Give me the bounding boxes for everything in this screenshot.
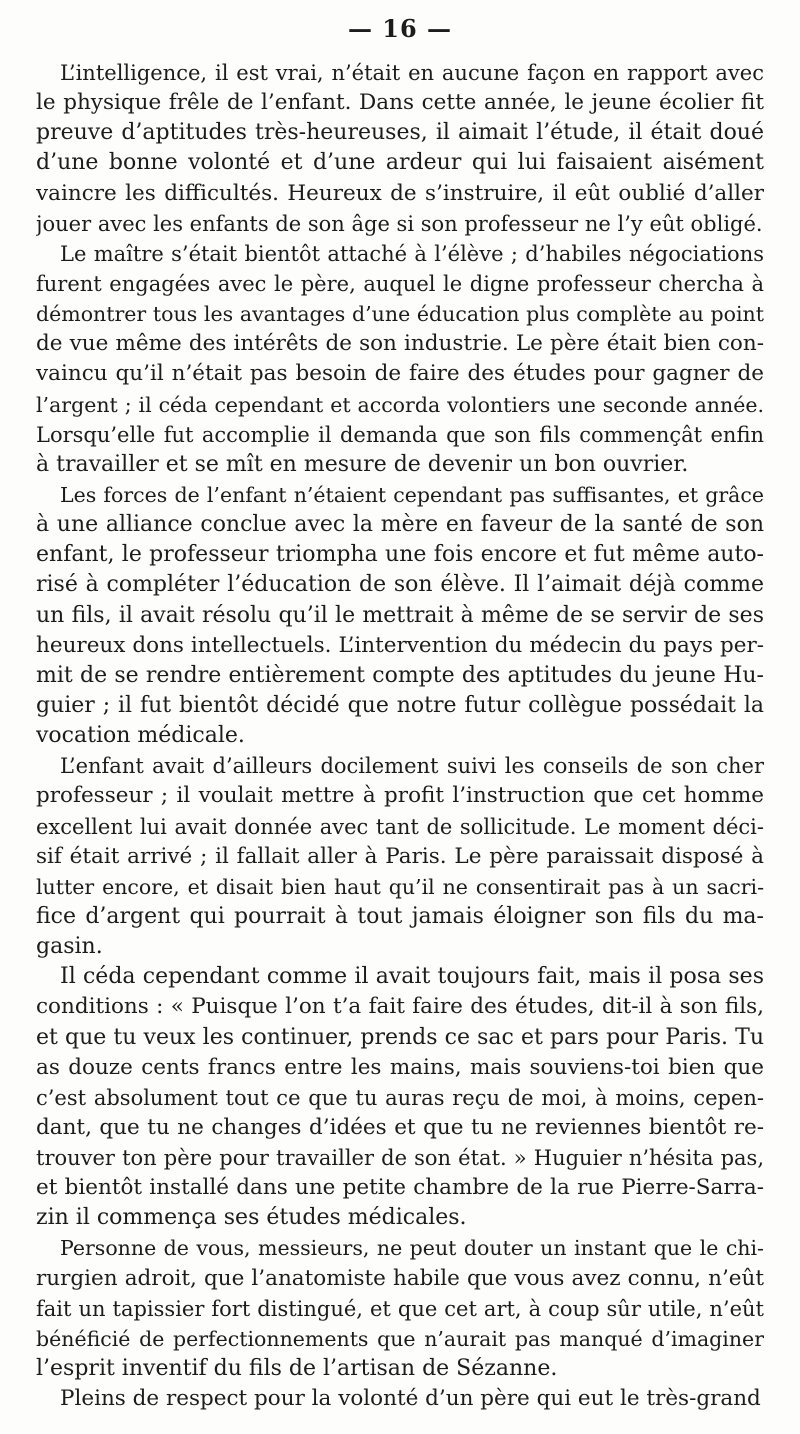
text-line: de vue même des intérêts de son industrie. Le père était bien con- — [36, 331, 764, 357]
paragraph — [36, 962, 764, 1233]
paragraph — [36, 58, 764, 239]
text-line: jouer avec les enfants de son âge si son professeur ne l’y eût obligé. — [36, 211, 763, 236]
text-line: dant, que tu ne changes d’idées et que tu ne reviennes bientôt re- — [36, 1114, 764, 1140]
text-line: bénéficié de perfectionnements que n’aurait pas manqué d’imaginer — [36, 1326, 764, 1351]
paragraph — [36, 239, 764, 480]
text-line: sif était arrivé ; il fallait aller à Paris. Le père paraissait disposé à — [36, 843, 764, 869]
body-text — [36, 58, 764, 1414]
text-line: vocation médicale. — [36, 723, 245, 749]
text-line: as douze cents francs entre les mains, mais souviens-toi bien que — [36, 1054, 764, 1080]
text-line: à travailler et se mît en mesure de devenir un bon ouvrier. — [36, 451, 689, 477]
text-line: Les forces de l’enfant n’étaient cependant pas suffisantes, et grâce — [60, 482, 764, 507]
text-line: zin il commença ses études médicales. — [36, 1205, 467, 1231]
text-line: enfant, le professeur triompha une fois encore et fut même auto- — [36, 542, 764, 568]
text-line: c’est absolument tout ce que tu auras reçu de moi, à moins, cepen- — [36, 1085, 764, 1110]
text-line: à une alliance conclue avec la mère en faveur de la santé de son — [36, 512, 764, 538]
text-line: démontrer tous les avantages d’une éducation plus complète au point — [36, 302, 764, 327]
text-line: vaincu qu’il n’était pas besoin de faire des études pour gagner de — [36, 361, 764, 387]
text-line: Lorsqu’elle fut accomplie il demanda que son fils commençât enfin — [36, 422, 764, 447]
text-line: risé à compléter l’éducation de son élève. Il l’aimait déjà comme — [36, 572, 764, 598]
text-line: fice d’argent qui pourrait à tout jamais éloigner son fils du ma- — [36, 903, 764, 929]
text-line: excellent lui avait donnée avec tant de sollicitude. Le moment déci- — [36, 814, 764, 839]
text-line: furent engagées avec le père, auquel le digne professeur chercha à — [36, 271, 764, 296]
paragraph — [36, 480, 764, 751]
text-line: d’une bonne volonté et d’une ardeur qui lui faisaient aisément — [36, 150, 764, 176]
text-line: fait un tapissier fort distingué, et que cet art, à coup sûr utile, n’eût — [36, 1296, 764, 1321]
text-line: vaincre les difficultés. Heureux de s’instruire, il eût oublié d’aller — [36, 180, 764, 206]
text-line: trouver ton père pour travailler de son état. » Huguier n’hésita pas, — [36, 1146, 764, 1171]
text-line: lutter encore, et disait bien haut qu’il ne consentirait pas à un sacri- — [36, 874, 764, 899]
text-line: le physique frêle de l’enfant. Dans cette année, le jeune écolier fit — [36, 90, 764, 116]
text-line: rurgien adroit, que l’anatomiste habile que vous avez connu, n’eût — [36, 1265, 764, 1291]
page-number: — 16 — — [347, 14, 453, 43]
text-line: Le maître s’était bientôt attaché à l’élève ; d’habiles négociations — [60, 241, 764, 266]
text-line: et que tu veux les continuer, prends ce sac et pars pour Paris. Tu — [36, 1024, 764, 1050]
text-line: l’esprit inventif du fils de l’artisan de Sézanne. — [36, 1356, 558, 1382]
paragraph — [36, 1384, 764, 1414]
text-line: Pleins de respect pour la volonté d’un père qui eut le très-grand — [60, 1386, 761, 1412]
text-line: conditions : « Puisque l’on t’a fait faire des études, dit-il à son fils, — [36, 994, 764, 1020]
text-line: un fils, il avait résolu qu’il le mettrait à même de se servir de ses — [36, 602, 764, 628]
text-line: l’argent ; il céda cependant et accorda volontiers une seconde année. — [36, 392, 764, 417]
text-line: guier ; il fut bientôt décidé que notre futur collègue possédait la — [36, 692, 764, 718]
text-line: gasin. — [36, 934, 103, 960]
text-line: professeur ; il voulait mettre à profit l’instruction que cet homme — [36, 783, 764, 809]
text-line: et bientôt installé dans une petite chambre de la rue Pierre-Sarra- — [36, 1175, 764, 1201]
text-line: preuve d’aptitudes très-heureuses, il aimait l’étude, il était doué — [36, 120, 764, 146]
text-line: mit de se rendre entièrement compte des aptitudes du jeune Hu- — [36, 662, 764, 688]
text-line: L’enfant avait d’ailleurs docilement suivi les conseils de son cher — [60, 754, 764, 779]
text-line: Il céda cependant comme il avait toujours fait, mais il posa ses — [60, 964, 764, 990]
text-line: heureux dons intellectuels. L’intervention du médecin du pays per- — [36, 632, 764, 658]
paragraph — [36, 751, 764, 962]
text-line: Personne de vous, messieurs, ne peut douter un instant que le chi- — [60, 1236, 764, 1261]
paragraph — [36, 1233, 764, 1384]
text-line: L’intelligence, il est vrai, n’était en aucune façon en rapport avec — [60, 61, 764, 85]
